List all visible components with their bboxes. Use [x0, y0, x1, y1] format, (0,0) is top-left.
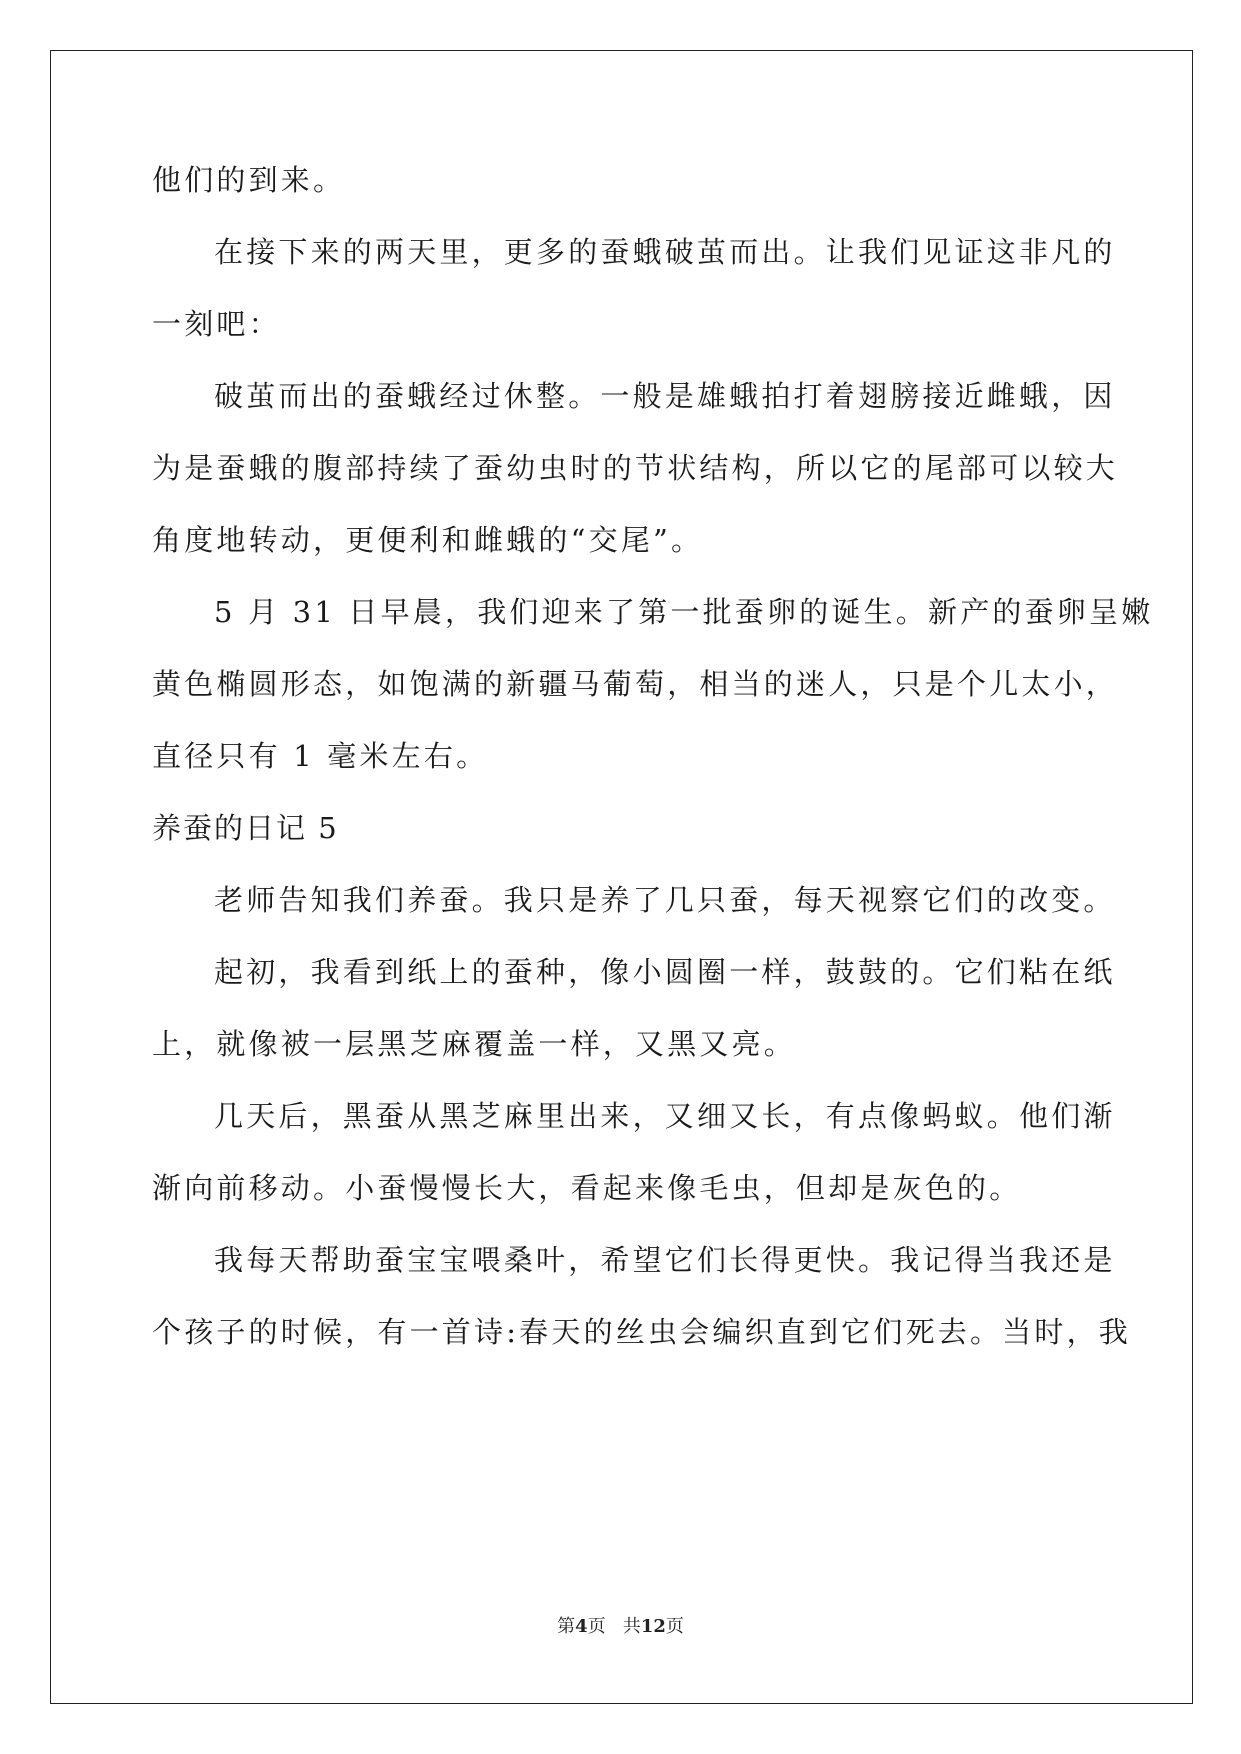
text-line: 个孩子的时候，有一首诗:春天的丝虫会编织直到它们死去。当时，我	[152, 1315, 1131, 1349]
paragraph-line: 5 月 31 日早晨，我们迎来了第一批蚕卵的诞生。新产的蚕卵呈嫩	[214, 595, 1154, 629]
paragraph-line: 破茧而出的蚕蛾经过休整。一般是雄蛾拍打着翅膀接近雌蛾，因	[214, 379, 1116, 413]
text-line: 他们的到来。	[152, 163, 346, 197]
paragraph-line: 起初，我看到纸上的蚕种，像小圆圈一样，鼓鼓的。它们粘在纸	[214, 955, 1116, 989]
page-number: 4	[575, 1616, 588, 1637]
text-line: 渐向前移动。小蚕慢慢长大，看起来像毛虫，但却是灰色的。	[152, 1171, 1022, 1205]
text-line: 为是蚕蛾的腹部持续了蚕幼虫时的节状结构，所以它的尾部可以较大	[152, 451, 1119, 485]
footer-page-suffix: 页	[587, 1616, 606, 1637]
text-line: 角度地转动，更便利和雌蛾的“交尾”。	[152, 523, 704, 557]
total-pages: 12	[640, 1616, 666, 1637]
footer-total-suffix: 页	[665, 1616, 684, 1637]
text-line: 黄色椭圆形态，如饱满的新疆马葡萄，相当的迷人，只是个儿太小，	[152, 667, 1119, 701]
paragraph-line: 几天后，黑蚕从黑芝麻里出来，又细又长，有点像蚂蚁。他们渐	[214, 1099, 1116, 1133]
footer-total-prefix: 共	[622, 1616, 641, 1637]
footer-prefix: 第	[557, 1616, 576, 1637]
paragraph-line: 在接下来的两天里，更多的蚕蛾破茧而出。让我们见证这非凡的	[214, 235, 1116, 269]
page-border	[50, 50, 1193, 1704]
paragraph-line: 老师告知我们养蚕。我只是养了几只蚕，每天视察它们的改变。	[214, 883, 1116, 917]
page-footer	[0, 1612, 1241, 1638]
text-line: 上，就像被一层黑芝麻覆盖一样，又黑又亮。	[152, 1027, 797, 1061]
paragraph-line: 我每天帮助蚕宝宝喂桑叶，希望它们长得更快。我记得当我还是	[214, 1243, 1116, 1277]
text-line: 直径只有 1 毫米左右。	[152, 739, 489, 773]
section-heading: 养蚕的日记 5	[152, 811, 339, 845]
text-line: 一刻吧：	[152, 307, 281, 341]
